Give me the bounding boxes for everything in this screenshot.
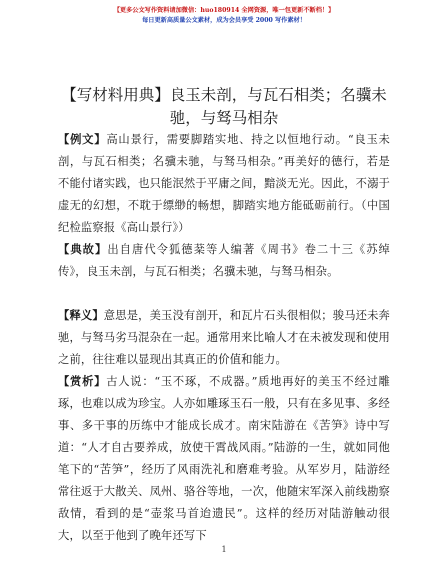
- page-number: 1: [221, 545, 227, 554]
- paragraph-tag: 【赏析】: [58, 374, 107, 388]
- paragraph-text: 古人说：“玉不琢，不成器。”质地再好的美玉不经过雕琢，也难以成为珍宝。人亦如雕琢玉石一般，只有在多见事、多经事、多干事的历练中才能成长成才。南宋陆游在《苦笋》诗中写道：“人才自古要养成，放使干霄战风雨。”陆游的一生，就如同他笔下的“苦笋”，经历了风雨洗礼和磨难考验。从军岁月，陆游经常往返于大散关、凤州、骆谷等地，一次，他随宋军深入前线勘察敌情，看到的是“壶浆马首迨遗民”。这样的经历对陆游触动很大，以至于他到了晚年还写下: [58, 375, 390, 542]
- paragraph-tag: 【典故】: [58, 242, 108, 256]
- article-title: 【写材料用典】良玉未剖，与瓦石相类；名骥未驰，与驽马相杂: [61, 86, 387, 127]
- paragraph-text: 出自唐代令狐德棻等人编著《周书》卷二十三《苏绰传》，良玉未剖，与瓦石相类；名骥未驰，与驽马相杂。: [58, 243, 391, 278]
- paragraph-source: [58, 238, 390, 283]
- paragraph-example: [58, 128, 390, 239]
- paragraph-meaning: [58, 304, 390, 371]
- banner-line-1: 【更多公文写作资料请加微信：huo180914 全网资源，唯一包更新不断档！】: [113, 7, 335, 14]
- paragraph-text: 高山景行，需要脚踏实地、持之以恒地行动。“良玉未剖，与瓦石相类；名骥未驰，与驽马相杂。”再美好的德行，若是不能付诸实践，也只能泯然于平庸之间，黯淡无光。因此，不溺于虚无的幻想，不耽于缥缈的畅想，脚踏实地方能砥砺前行。（中国纪检监察报《高山景行》）: [58, 133, 390, 234]
- header-banner: [0, 6, 448, 26]
- paragraph-tag: 【释义】: [58, 308, 104, 322]
- paragraph-appreciation: [58, 370, 390, 547]
- paragraph-tag: 【例文】: [58, 132, 107, 146]
- paragraph-text: 意思是，美玉没有剖开，和瓦片石头很相似；骏马还未奔驰，与驽马劣马混杂在一起。通常用来比喻人才在未被发现和使用之前，往往难以显现出其真正的价值和能力。: [58, 309, 390, 366]
- banner-line-2: 每日更新高质量公文素材，成为会员享受 2000 写作素材！: [142, 17, 306, 24]
